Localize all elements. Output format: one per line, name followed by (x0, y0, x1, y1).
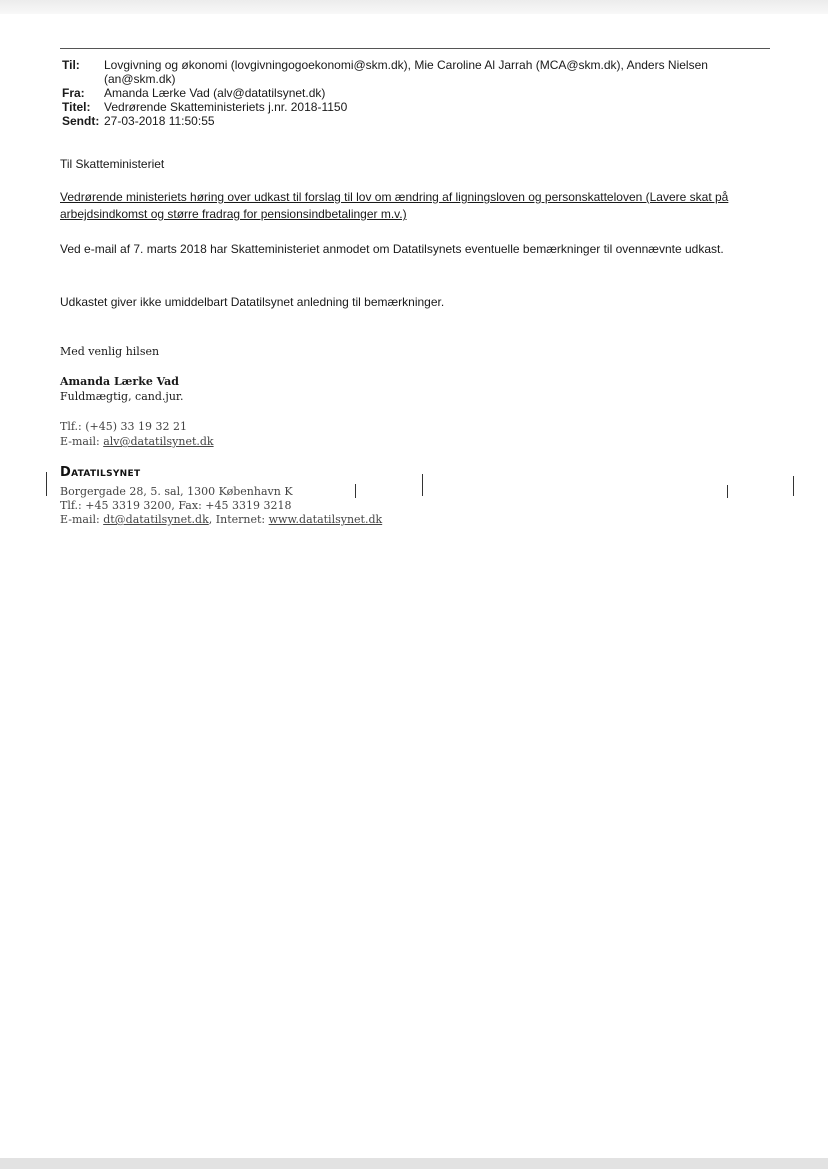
paragraph-response: Udkastet giver ikke umiddelbart Datatilsynet anledning til bemærkninger. (60, 295, 445, 309)
header-to-value: Lovgivning og økonomi (lovgivningogoekonomi@skm.dk), Mie Caroline Al Jarrah (MCA@skm.dk), Anders Nielsen (an@skm.dk) (104, 58, 708, 86)
header-to-label: Til: (62, 58, 80, 72)
scan-border-top (0, 0, 828, 14)
header-title-value: Vedrørende Skatteministeriets j.nr. 2018-1150 (104, 100, 348, 114)
signer-email-line (60, 434, 214, 449)
organization-footer (60, 485, 382, 527)
organization-internet-label: , Internet: (208, 513, 269, 526)
signer-email-label: E-mail: (60, 435, 104, 448)
header-to-row (62, 58, 774, 86)
scan-mark (355, 484, 356, 498)
organization-phone-fax: Tlf.: +45 3319 3200, Fax: +45 3319 3218 (60, 499, 292, 512)
signer-role: Fuldmægtig, cand.jur. (60, 390, 184, 403)
organization-contact-line (60, 513, 382, 527)
header-title-row (62, 100, 774, 114)
greeting: Til Skatteministeriet (60, 157, 165, 171)
scan-mark (793, 476, 794, 496)
scan-mark (46, 472, 47, 496)
scan-border-bottom (0, 1158, 828, 1169)
organization-email-link[interactable]: dt@datatilsynet.dk (103, 513, 209, 526)
signer-name: Amanda Lærke Vad (60, 375, 179, 388)
subject-line: Vedrørende ministeriets høring over udkast til forslag til lov om ændring af ligningsloven og personskatteloven (Lavere skat på arbejdsindkomst og større fradrag for pensionsindbetalinger m.v.) (60, 190, 729, 221)
signer-phone: Tlf.: (+45) 33 19 32 21 (60, 420, 188, 433)
header-sent-label: Sendt: (62, 114, 100, 128)
header-divider (60, 48, 770, 49)
header-sent-row (62, 114, 774, 128)
closing: Med venlig hilsen (60, 345, 160, 358)
organization-email-label: E-mail: (60, 513, 104, 526)
organization-logo: Datatilsynet (60, 465, 141, 480)
header-from-row (62, 86, 774, 100)
header-title-label: Titel: (62, 100, 91, 114)
header-sent-value: 27-03-2018 11:50:55 (104, 114, 215, 128)
scan-mark (727, 485, 728, 498)
organization-address: Borgergade 28, 5. sal, 1300 København K (60, 485, 293, 498)
scan-mark (422, 474, 423, 496)
signer-email-link[interactable]: alv@datatilsynet.dk (103, 435, 214, 448)
organization-website-link[interactable]: www.datatilsynet.dk (268, 513, 383, 526)
header-from-label: Fra: (62, 86, 85, 100)
email-header (62, 58, 774, 128)
header-from-value: Amanda Lærke Vad (alv@datatilsynet.dk) (104, 86, 326, 100)
paragraph-request: Ved e-mail af 7. marts 2018 har Skatteministeriet anmodet om Datatilsynets eventuelle bemærkninger til ovennævnte udkast. (60, 242, 724, 256)
